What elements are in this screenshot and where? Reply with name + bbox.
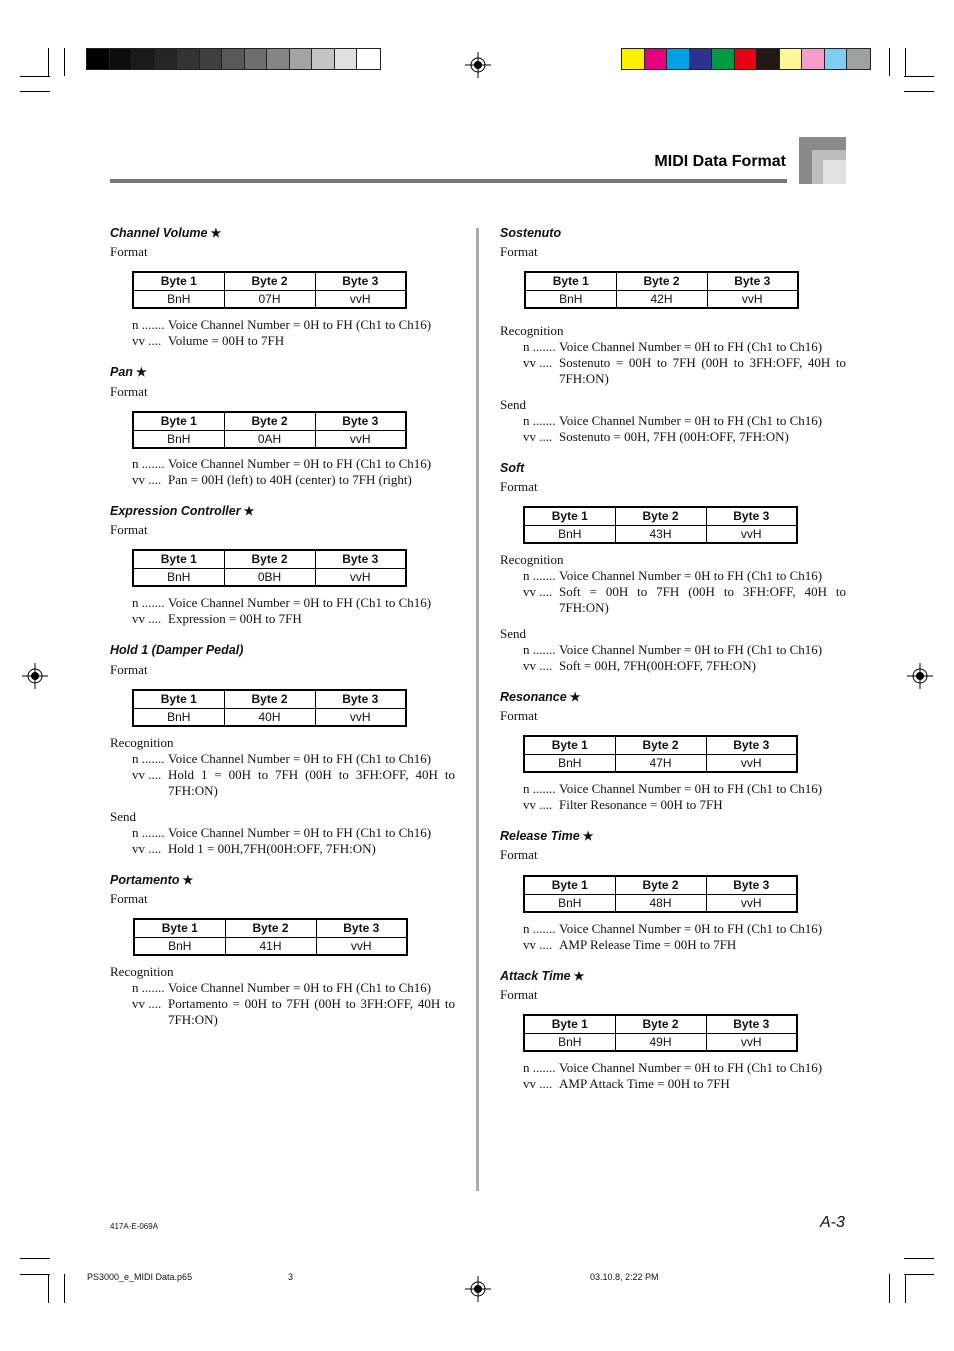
table-cell: BnH: [524, 1033, 615, 1051]
table-header: Byte 3: [706, 507, 797, 525]
byte-table: [523, 1014, 798, 1052]
format-label: Format: [110, 522, 148, 537]
description-list: [523, 781, 846, 813]
color-swatch: [712, 49, 735, 69]
desc-value: Voice Channel Number = 0H to FH (Ch1 to Ch16): [168, 595, 432, 610]
table-cell: 07H: [224, 290, 315, 308]
format-label: Format: [500, 479, 538, 494]
desc-value: Expression = 00H to 7FH: [168, 611, 302, 626]
table-header: Byte 1: [524, 507, 615, 525]
table-header: Byte 2: [224, 690, 315, 708]
crop-mark: [905, 48, 906, 76]
color-swatch: [825, 49, 848, 69]
desc-key: vv ....: [132, 996, 162, 1011]
crop-mark: [20, 1274, 50, 1275]
desc-value: AMP Release Time = 00H to 7FH: [559, 937, 737, 952]
desc-value: Sostenuto = 00H to 7FH (00H to 3FH:OFF, 40H to 7FH:ON): [559, 355, 846, 386]
color-swatch: [780, 49, 803, 69]
format-label: Format: [500, 244, 538, 259]
crop-mark: [20, 76, 50, 77]
section-title: Hold 1 (Damper Pedal): [110, 643, 244, 657]
star-icon: ★: [210, 226, 222, 240]
color-swatch: [222, 49, 245, 69]
description-list: [132, 317, 455, 349]
star-icon: ★: [243, 504, 255, 518]
desc-value: Soft = 00H to 7FH (00H to 3FH:OFF, 40H to 7FH:ON): [559, 584, 846, 615]
crop-mark: [48, 1274, 49, 1303]
star-icon: ★: [182, 873, 194, 887]
table-cell: vvH: [706, 894, 797, 912]
desc-key: vv ....: [523, 1076, 553, 1091]
table-cell: 0AH: [224, 430, 315, 448]
desc-value: Hold 1 = 00H to 7FH (00H to 3FH:OFF, 40H to 7FH:ON): [168, 767, 455, 798]
description-list: [523, 642, 846, 674]
desc-key: n .......: [523, 781, 556, 796]
color-swatch: [357, 49, 380, 69]
format-label: Format: [500, 987, 538, 1002]
table-cell: BnH: [133, 430, 224, 448]
process-color-bar: [621, 48, 871, 70]
star-icon: ★: [582, 829, 594, 843]
table-cell: 49H: [615, 1033, 706, 1051]
byte-table: [523, 735, 798, 773]
desc-value: Voice Channel Number = 0H to FH (Ch1 to Ch16): [559, 1060, 823, 1075]
crop-mark: [48, 48, 49, 76]
color-swatch: [312, 49, 335, 69]
table-header: Byte 2: [616, 272, 707, 290]
format-label: Format: [500, 847, 538, 862]
registration-mark-icon: [465, 1276, 491, 1302]
column-divider: [476, 228, 479, 1191]
grayscale-color-bar: [86, 48, 381, 70]
desc-key: vv ....: [523, 937, 553, 952]
table-cell: BnH: [525, 290, 616, 308]
section-title: Sostenuto: [500, 226, 562, 240]
desc-value: AMP Attack Time = 00H to 7FH: [559, 1076, 730, 1091]
color-swatch: [335, 49, 358, 69]
desc-value: Filter Resonance = 00H to 7FH: [559, 797, 723, 812]
table-header: Byte 3: [706, 1015, 797, 1033]
table-header: Byte 3: [706, 736, 797, 754]
table-header: Byte 1: [524, 876, 615, 894]
table-cell: BnH: [134, 937, 225, 955]
desc-key: vv ....: [132, 472, 162, 487]
color-swatch: [155, 49, 178, 69]
description-list: [132, 595, 455, 627]
color-swatch: [645, 49, 668, 69]
desc-key: n .......: [523, 1060, 556, 1075]
desc-value: Volume = 00H to 7FH: [168, 333, 285, 348]
crop-mark: [20, 91, 50, 92]
color-swatch: [690, 49, 713, 69]
desc-key: vv ....: [132, 611, 162, 626]
desc-key: n .......: [132, 317, 165, 332]
crop-mark: [20, 1258, 50, 1259]
section-title: Attack Time ★: [500, 969, 585, 983]
color-swatch: [110, 49, 133, 69]
desc-key: n .......: [523, 339, 556, 354]
desc-value: Portamento = 00H to 7FH (00H to 3FH:OFF, 40H to 7FH:ON): [168, 996, 455, 1027]
description-list: [523, 413, 846, 445]
table-header: Byte 1: [134, 919, 225, 937]
slug-date: 03.10.8, 2:22 PM: [590, 1272, 659, 1282]
byte-table: [132, 549, 407, 587]
color-swatch: [802, 49, 825, 69]
table-cell: vvH: [706, 754, 797, 772]
desc-value: Voice Channel Number = 0H to FH (Ch1 to Ch16): [559, 781, 823, 796]
table-header: Byte 2: [224, 412, 315, 430]
table-cell: BnH: [524, 525, 615, 543]
table-cell: vvH: [706, 525, 797, 543]
crop-mark: [889, 48, 890, 76]
byte-table: [523, 506, 798, 544]
desc-key: n .......: [132, 751, 165, 766]
table-header: Byte 2: [615, 876, 706, 894]
color-swatch: [622, 49, 645, 69]
crop-mark: [905, 1274, 906, 1303]
byte-table: [132, 411, 407, 449]
registration-mark-icon: [465, 52, 491, 78]
byte-table: [132, 271, 407, 309]
byte-table: [133, 918, 408, 956]
crop-mark: [64, 48, 65, 76]
table-header: Byte 3: [316, 919, 407, 937]
desc-value: Voice Channel Number = 0H to FH (Ch1 to Ch16): [168, 317, 432, 332]
desc-value: Voice Channel Number = 0H to FH (Ch1 to Ch16): [559, 921, 823, 936]
format-label: Format: [110, 244, 148, 259]
section-title: Soft: [500, 461, 525, 475]
table-header: Byte 3: [315, 412, 406, 430]
table-cell: 40H: [224, 708, 315, 726]
desc-value: Hold 1 = 00H,7FH(00H:OFF, 7FH:ON): [168, 841, 376, 856]
desc-value: Voice Channel Number = 0H to FH (Ch1 to Ch16): [559, 339, 823, 354]
table-cell: vvH: [707, 290, 798, 308]
star-icon: ★: [135, 365, 147, 379]
table-header: Byte 2: [224, 272, 315, 290]
crop-mark: [64, 1274, 65, 1303]
table-header: Byte 1: [133, 550, 224, 568]
desc-key: vv ....: [523, 429, 553, 444]
table-cell: vvH: [315, 708, 406, 726]
format-label: Format: [500, 708, 538, 723]
color-swatch: [757, 49, 780, 69]
send-label: Send: [500, 626, 526, 641]
table-header: Byte 1: [524, 1015, 615, 1033]
format-label: Format: [110, 891, 148, 906]
table-cell: 41H: [225, 937, 316, 955]
table-cell: 47H: [615, 754, 706, 772]
desc-value: Voice Channel Number = 0H to FH (Ch1 to Ch16): [168, 751, 432, 766]
table-cell: 42H: [616, 290, 707, 308]
desc-value: Soft = 00H, 7FH(00H:OFF, 7FH:ON): [559, 658, 756, 673]
byte-table: [523, 875, 798, 913]
table-header: Byte 3: [315, 550, 406, 568]
recognition-label: Recognition: [500, 552, 564, 567]
desc-key: n .......: [523, 568, 556, 583]
table-header: Byte 1: [133, 272, 224, 290]
table-header: Byte 1: [524, 736, 615, 754]
description-list: [523, 1060, 846, 1092]
description-list: [523, 568, 846, 616]
color-swatch: [87, 49, 110, 69]
description-list: [132, 825, 455, 857]
desc-value: Voice Channel Number = 0H to FH (Ch1 to Ch16): [168, 456, 432, 471]
desc-key: vv ....: [132, 767, 162, 782]
table-header: Byte 2: [615, 507, 706, 525]
page-tab-marker: [823, 160, 846, 184]
color-swatch: [245, 49, 268, 69]
table-cell: vvH: [315, 430, 406, 448]
desc-key: n .......: [132, 456, 165, 471]
color-swatch: [177, 49, 200, 69]
desc-value: Pan = 00H (left) to 40H (center) to 7FH (right): [168, 472, 412, 487]
byte-table: [524, 271, 799, 309]
desc-value: Voice Channel Number = 0H to FH (Ch1 to Ch16): [559, 642, 823, 657]
star-icon: ★: [573, 969, 585, 983]
page-header-title: MIDI Data Format: [654, 153, 786, 170]
table-header: Byte 2: [615, 736, 706, 754]
color-swatch: [735, 49, 758, 69]
table-cell: BnH: [524, 894, 615, 912]
color-swatch: [132, 49, 155, 69]
slug-sheet: 3: [288, 1272, 294, 1282]
table-header: Byte 1: [133, 412, 224, 430]
table-header: Byte 3: [706, 876, 797, 894]
color-swatch: [847, 49, 870, 69]
table-header: Byte 2: [224, 550, 315, 568]
header-rule: [110, 179, 787, 183]
desc-value: Voice Channel Number = 0H to FH (Ch1 to Ch16): [168, 825, 432, 840]
page-number: A-3: [820, 1214, 845, 1231]
table-cell: vvH: [315, 290, 406, 308]
desc-key: n .......: [523, 413, 556, 428]
table-cell: 0BH: [224, 568, 315, 586]
section-title: Channel Volume ★: [110, 226, 222, 240]
slug-filename: PS3000_e_MIDI Data.p65: [87, 1272, 193, 1282]
desc-key: n .......: [523, 921, 556, 936]
desc-value: Voice Channel Number = 0H to FH (Ch1 to Ch16): [559, 568, 823, 583]
description-list: [523, 339, 846, 387]
send-label: Send: [500, 397, 526, 412]
table-cell: vvH: [706, 1033, 797, 1051]
table-cell: 43H: [615, 525, 706, 543]
recognition-label: Recognition: [110, 735, 174, 750]
format-label: Format: [110, 384, 148, 399]
desc-key: vv ....: [523, 797, 553, 812]
color-swatch: [267, 49, 290, 69]
crop-mark: [904, 1258, 934, 1259]
star-icon: ★: [569, 690, 581, 704]
table-header: Byte 1: [525, 272, 616, 290]
table-header: Byte 2: [225, 919, 316, 937]
crop-mark: [904, 91, 934, 92]
table-cell: vvH: [316, 937, 407, 955]
desc-value: Voice Channel Number = 0H to FH (Ch1 to Ch16): [168, 980, 432, 995]
table-cell: BnH: [133, 568, 224, 586]
color-swatch: [667, 49, 690, 69]
byte-table: [132, 689, 407, 727]
table-cell: vvH: [315, 568, 406, 586]
section-title: Pan ★: [110, 365, 147, 379]
desc-key: n .......: [132, 825, 165, 840]
table-header: Byte 3: [315, 272, 406, 290]
section-title: Resonance ★: [500, 690, 581, 704]
description-list: [132, 751, 455, 799]
table-header: Byte 3: [707, 272, 798, 290]
recognition-label: Recognition: [110, 964, 174, 979]
desc-key: n .......: [132, 595, 165, 610]
desc-key: vv ....: [132, 333, 162, 348]
table-header: Byte 1: [133, 690, 224, 708]
desc-value: Voice Channel Number = 0H to FH (Ch1 to Ch16): [559, 413, 823, 428]
table-header: Byte 2: [615, 1015, 706, 1033]
table-cell: 48H: [615, 894, 706, 912]
desc-key: vv ....: [132, 841, 162, 856]
section-title: Portamento ★: [110, 873, 194, 887]
desc-key: vv ....: [523, 355, 553, 370]
color-swatch: [200, 49, 223, 69]
table-cell: BnH: [133, 290, 224, 308]
description-list: [132, 980, 455, 1028]
description-list: [523, 921, 846, 953]
section-title: Release Time ★: [500, 829, 594, 843]
table-cell: BnH: [524, 754, 615, 772]
desc-key: vv ....: [523, 658, 553, 673]
format-label: Format: [110, 662, 148, 677]
table-cell: BnH: [133, 708, 224, 726]
section-title: Expression Controller ★: [110, 504, 255, 518]
crop-mark: [904, 76, 934, 77]
desc-key: vv ....: [523, 584, 553, 599]
recognition-label: Recognition: [500, 323, 564, 338]
registration-mark-icon: [907, 663, 933, 689]
document-code: 417A-E-069A: [110, 1222, 159, 1231]
crop-mark: [889, 1274, 890, 1303]
description-list: [132, 456, 455, 488]
send-label: Send: [110, 809, 136, 824]
desc-value: Sostenuto = 00H, 7FH (00H:OFF, 7FH:ON): [559, 429, 789, 444]
crop-mark: [904, 1274, 934, 1275]
table-header: Byte 3: [315, 690, 406, 708]
registration-mark-icon: [22, 663, 48, 689]
color-swatch: [290, 49, 313, 69]
desc-key: n .......: [523, 642, 556, 657]
desc-key: n .......: [132, 980, 165, 995]
